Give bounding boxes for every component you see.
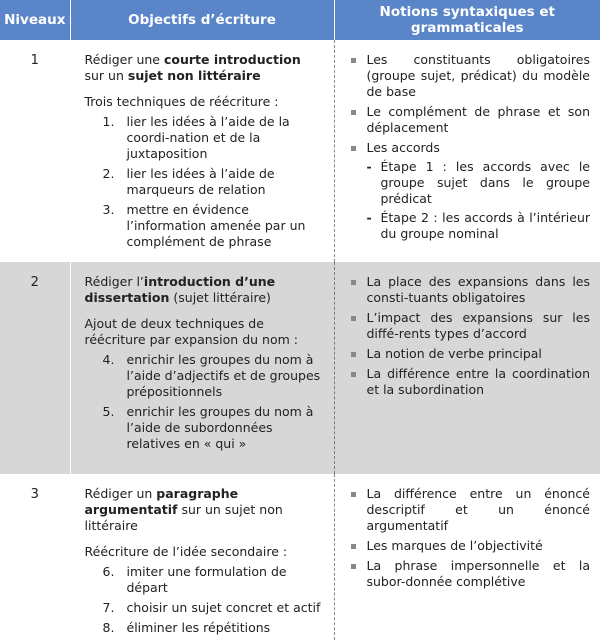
list-item: 2. lier les idées à l’aide de marqueurs de relation xyxy=(102,166,275,197)
list-item: 4. enrichir les groupes du nom à l’aide d’adjectifs et de groupes prépositionnels xyxy=(102,352,321,399)
technique-list xyxy=(85,352,322,452)
objective-intro: Rédiger une courte introduction sur un sujet non littéraire xyxy=(84,52,301,83)
notions-cell xyxy=(334,474,600,640)
list-item: Les constituants obligatoires (groupe sujet, prédicat) du modèle de base xyxy=(349,52,591,100)
sub-list xyxy=(367,159,591,242)
list-item: 3. mettre en évidence l’information amenée par un complément de phrase xyxy=(102,202,306,249)
list-item: L’impact des expansions sur les diffé-rents types d’accord xyxy=(349,310,591,342)
list-item: 5. enrichir les groupes du nom à l’aide de subordonnées relatives en « qui » xyxy=(102,404,314,451)
notions-list xyxy=(349,274,591,398)
objectives-cell xyxy=(70,474,334,640)
notions-list xyxy=(349,486,591,590)
objective-text: Trois techniques de réécriture : xyxy=(84,94,279,109)
header-niveaux: Niveaux xyxy=(0,0,70,40)
list-item: Les accords - Étape 1 : les accords avec le groupe sujet dans le groupe prédicat - Étape 2 : les accords à l’intérieur du groupe nominal xyxy=(349,140,591,242)
list-item: 8. éliminer les répétitions xyxy=(102,620,271,635)
list-item: Le complément de phrase et son déplacement xyxy=(349,104,591,136)
level-number: 2 xyxy=(0,262,70,474)
header-notions: Notions syntaxiques et grammaticales xyxy=(334,0,600,40)
list-item: Les marques de l’objectivité xyxy=(349,538,591,554)
list-item: La différence entre un énoncé descriptif et un énoncé argumentatif xyxy=(349,486,591,534)
list-item: 1. lier les idées à l’aide de la coordi-nation et de la juxtaposition xyxy=(102,114,290,161)
header-row xyxy=(0,0,600,40)
level-number: 3 xyxy=(0,474,70,640)
technique-list xyxy=(85,564,322,636)
table-row xyxy=(0,40,600,262)
objective-text: Réécriture de l’idée secondaire : xyxy=(84,544,288,559)
table-row xyxy=(0,262,600,474)
table-row xyxy=(0,474,600,640)
notions-cell xyxy=(334,262,600,474)
technique-list xyxy=(85,114,322,250)
objective-intro: Rédiger l’introduction d’une dissertation (sujet littéraire) xyxy=(84,274,276,305)
sub-item: - Étape 2 : les accords à l’intérieur du groupe nominal xyxy=(366,210,590,241)
notions-cell xyxy=(334,40,600,262)
header-objectifs: Objectifs d’écriture xyxy=(70,0,334,40)
list-item: La différence entre la coordination et la subordination xyxy=(349,366,591,398)
objectives-cell xyxy=(70,262,334,474)
sub-item: - Étape 1 : les accords avec le groupe sujet dans le groupe prédicat xyxy=(366,159,590,206)
list-item: La place des expansions dans les consti-tuants obligatoires xyxy=(349,274,591,306)
objective-intro: Rédiger un paragraphe argumentatif sur un sujet non littéraire xyxy=(84,486,283,533)
list-item: La phrase impersonnelle et la subor-donnée complétive xyxy=(349,558,591,590)
list-item: 6. imiter une formulation de départ xyxy=(102,564,287,595)
objective-text: Ajout de deux techniques de réécriture par expansion du nom : xyxy=(84,316,298,347)
list-item: 7. choisir un sujet concret et actif xyxy=(102,600,321,615)
list-item: La notion de verbe principal xyxy=(349,346,591,362)
level-number: 1 xyxy=(0,40,70,262)
objectives-cell xyxy=(70,40,334,262)
notions-list xyxy=(349,52,591,242)
